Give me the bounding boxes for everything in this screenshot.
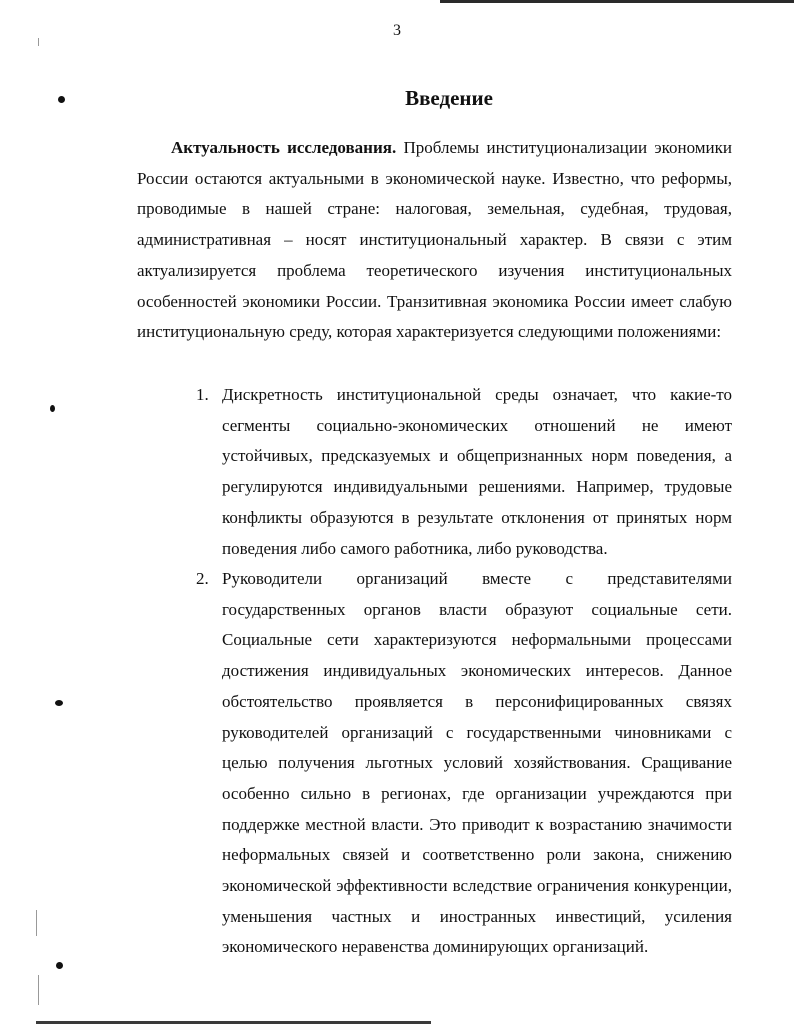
punch-hole-mark	[50, 405, 55, 412]
list-item-text: Дискретность институциональной среды означает, что какие-то сегменты социально-экономических отношений не имеют устойчивых, предсказуемых и общепризнанных норм поведения, а регулируются индивидуальными решениями. Например, трудовые конфликты образуются в результате отклонения от принятых норм поведения либо самого работника, либо руководства.	[222, 385, 732, 558]
section-heading: Введение	[405, 86, 493, 110]
list-item	[196, 564, 732, 963]
intro-lead: Актуальность исследования.	[171, 138, 397, 157]
scan-edge-top	[440, 0, 794, 3]
list-item	[196, 380, 732, 564]
page-number: 3	[393, 22, 401, 39]
list-item-text: Руководители организаций вместе с представителями государственных органов власти образуют социальные сети. Социальные сети характеризуются неформальными процессами достижения индивидуальных экономических интересов. Данное обстоятельство проявляется в персонифицированных связях руководителей организаций с государственными чиновниками с целью получения льготных условий хозяйствования. Сращивание особенно сильно в регионах, где организации учреждаются при поддержке местной власти. Это приводит к возрастанию значимости неформальных связей и соответственно роли закона, снижению экономической эффективности вследствие ограничения конкуренции, уменьшения частных и иностранных инвестиций, усиления экономического неравенства доминирующих организаций.	[222, 569, 732, 957]
punch-hole-mark	[58, 96, 65, 103]
scan-edge-bottom	[36, 1021, 431, 1024]
scan-artifact	[36, 910, 37, 936]
punch-hole-mark	[55, 700, 63, 706]
list-item-number: 2.	[196, 569, 209, 588]
scan-artifact	[38, 975, 39, 1005]
list-item-number: 1.	[196, 385, 209, 404]
punch-hole-mark	[56, 962, 63, 969]
intro-paragraph	[137, 133, 732, 348]
intro-text: Проблемы институционализации экономики России остаются актуальными в экономической науке. Известно, что реформы, проводимые в нашей стране: налоговая, земельная, судебная, трудовая, административная – носят институциональный характер. В связи с этим актуализируется проблема теоретического изучения институциональных особенностей экономики России. Транзитивная экономика России имеет слабую институциональную среду, которая характеризуется следующими положениями:	[137, 138, 732, 342]
